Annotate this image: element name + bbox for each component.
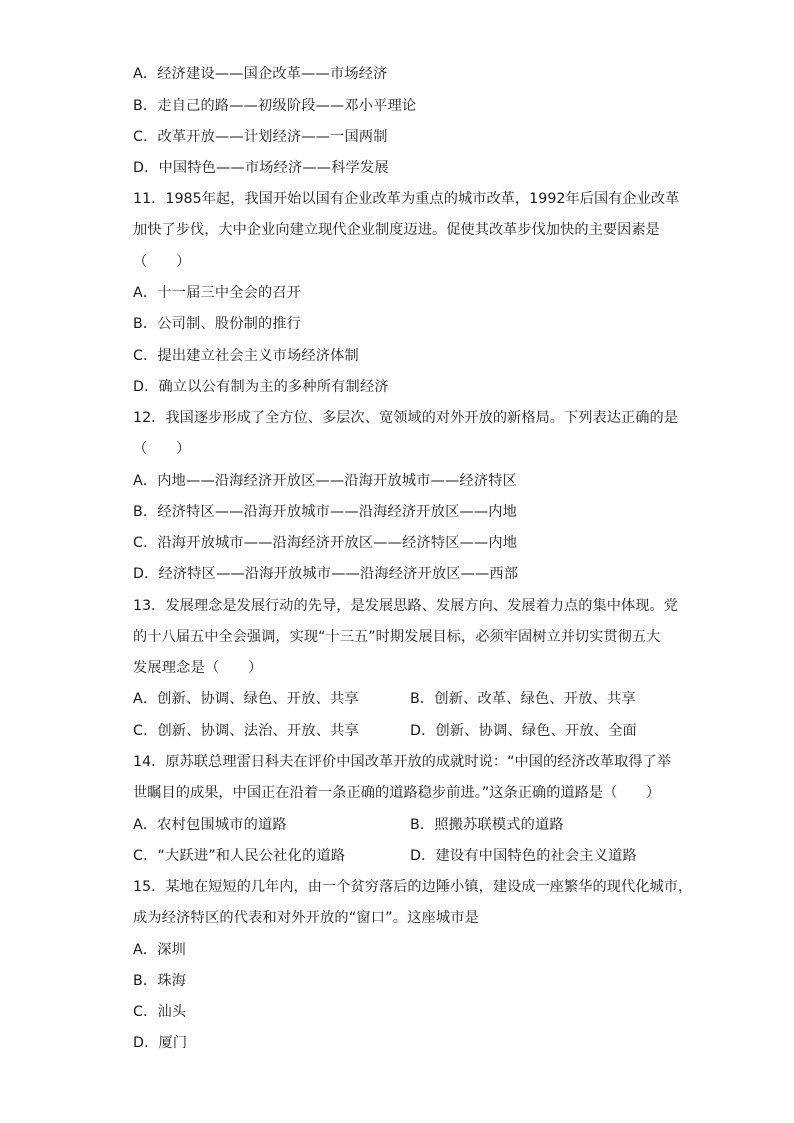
q13-stem-line-3: 发展理念是（ ）	[133, 660, 263, 676]
q11-stem-line-2: 加快了步伐，大中企业向建立现代企业制度迈进。促使其改革步伐加快的主要因素是	[133, 222, 660, 238]
q15-stem-line-1: 15．某地在短短的几年内，由一个贫穷落后的边陲小镇，建设成一座繁华的现代化城市，	[133, 879, 693, 895]
q10-option-b: B．走自己的路——初级阶段——邓小平理论	[133, 98, 417, 114]
q13-stem-line-1: 13．发展理念是发展行动的先导，是发展思路、发展方向、发展着力点的集中体现。党	[133, 598, 678, 614]
q15-option-c: C．汕头	[133, 1004, 187, 1020]
q13-option-d: D．创新、协调、绿色、开放、全面	[410, 723, 637, 739]
q12-answer-blank: （ ）	[133, 441, 191, 457]
q13-option-c: C．创新、协调、法治、开放、共享	[133, 723, 359, 739]
q11-option-d: D．确立以公有制为主的多种所有制经济	[133, 379, 389, 395]
q13-option-a: A．创新、协调、绿色、开放、共享	[133, 691, 359, 707]
q14-option-a: A．农村包围城市的道路	[133, 817, 287, 833]
q11-option-a: A．十一届三中全会的召开	[133, 285, 302, 301]
q15-option-b: B．珠海	[133, 973, 187, 989]
q13-option-b: B．创新、改革、绿色、开放、共享	[410, 691, 636, 707]
q11-stem-line-1: 11．1985年起，我国开始以国有企业改革为重点的城市改革，1992年后国有企业改革	[133, 191, 680, 207]
q15-option-d: D．厦门	[133, 1035, 188, 1051]
q10-option-a: A．经济建设——国企改革——市场经济	[133, 66, 388, 82]
q13-stem-line-2: 的十八届五中全会强调，实现“十三五”时期发展目标，必须牢固树立并切实贯彻五大	[133, 629, 661, 645]
q14-option-c: C．“大跃进”和人民公社化的道路	[133, 848, 346, 864]
q14-stem-line-1: 14．原苏联总理雷日科夫在评价中国改革开放的成就时说：“中国的经济改革取得了举	[133, 754, 672, 770]
q15-stem-line-2: 成为经济特区的代表和对外开放的“窗口”。这座城市是	[133, 910, 480, 926]
q11-option-c: C．提出建立社会主义市场经济体制	[133, 348, 359, 364]
q11-option-b: B．公司制、股份制的推行	[133, 316, 302, 332]
q12-option-a: A．内地——沿海经济开放区——沿海开放城市——经济特区	[133, 473, 517, 489]
q11-answer-blank: （ ）	[133, 254, 191, 270]
q12-option-d: D．经济特区——沿海开放城市——沿海经济开放区——西部	[133, 566, 519, 582]
q14-option-d: D．建设有中国特色的社会主义道路	[410, 848, 637, 864]
q10-option-c: C．改革开放——计划经济——一国两制	[133, 129, 388, 145]
q12-stem-line-1: 12．我国逐步形成了全方位、多层次、宽领域的对外开放的新格局。下列表达正确的是	[133, 410, 678, 426]
q14-stem-line-2: 世瞩目的成果，中国正在沿着一条正确的道路稳步前进。”这条正确的道路是（ ）	[133, 785, 661, 801]
q14-option-b: B．照搬苏联模式的道路	[410, 817, 564, 833]
q10-option-d: D．中国特色——市场经济——科学发展	[133, 160, 389, 176]
q12-option-b: B．经济特区——沿海开放城市——沿海经济开放区——内地	[133, 504, 518, 520]
q12-option-c: C．沿海开放城市——沿海经济开放区——经济特区——内地	[133, 535, 518, 551]
q15-option-a: A．深圳	[133, 942, 187, 958]
